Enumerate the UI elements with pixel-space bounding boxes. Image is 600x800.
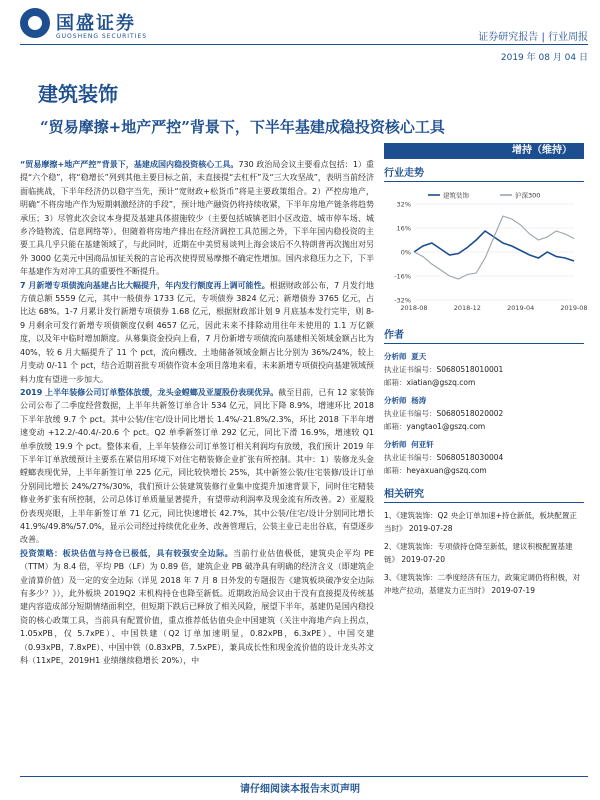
related-date: 2019-07-28: [408, 524, 453, 533]
analyst-list: [384, 350, 584, 477]
analyst-name: 杨涛: [411, 396, 427, 405]
analyst-email[interactable]: heyaxuan@gszq.com: [406, 466, 487, 475]
analyst-name: 夏天: [411, 352, 427, 361]
footer-rule: [20, 776, 588, 777]
analyst-card: [384, 438, 584, 477]
sidebar: [384, 164, 588, 602]
paragraph-text: 当前行业估值极低，建筑央企平均 PE（TTM）为 8.4 倍，平均 PB（LF）为 0.89 倍，建筑企业 PB 破净具有明确的经济含义（即建筑企业清算价值）及一定的安全边际（详见 2018 年 7 月 8 日外发的专题报告《建筑板块破净安全边际有多少？》），此外板块 2019Q2 末机构持仓也降至新低。近期政治局会议由于没有直接提及传统基建内容造成部分短期情绪面利空，但短期下跌后已释放了相关风险，展望下半年，基建仍是国内稳投资的核心政策工具，当前具有配置价值，重点推荐低估值央企中国建筑（关注中海地产向上拐点，1.05xPB，仅 5.7xPE）、中国铁建（Q2 订单加速明显，0.82xPB，6.3xPE）、中国交建（0.93xPB，7.8xPE）、中国中铁（0.83xPB，7.5xPE），兼具成长性和现金流价值的设计龙头苏文科（11xPE，2019H1 业绩继续稳增长 20%），中: [20, 548, 374, 666]
rating-badge: 增持（维持）: [384, 143, 584, 159]
report-body: [20, 158, 374, 667]
related-item[interactable]: [384, 571, 584, 597]
analysts-heading: 作者: [384, 326, 584, 344]
paragraph-1: [20, 158, 374, 279]
cert-number: S0680518030004: [436, 453, 504, 462]
email-label: 邮箱：: [384, 466, 407, 475]
legend-label: 沪深300: [515, 191, 541, 200]
x-tick-label: 2019-08: [560, 304, 588, 312]
paragraph-text: 截至目前，已有 12 家装饰公司公布了二季度经营数据，上半年共新签订单合计 534 亿元，同比下降 8.9%，增速环比 2018 下半年放缓 9.7 个 pct。其中公装/住宅/设计同比增长 1.4%/-21.8%/2.3%，环比 2018 下半年增速变动 +12.2/-40.4/-20.6 个 pct。Q2 单季新签订单 292 亿元，同比下滑 16.9%，增速较 Q1 单季放缓 19.9 个 pct。整体来看，上半年装修公司订单签订相关利润均有放缓，我们预计 2019 年下半年订单放缓预计主要系在紧信用环境下对住宅精装修企业扩张有所控制。其中：1）装修龙头金螳螂表现优异，上半年新签订单 225 亿元，同比较快增长 25%，其中新签公装/住宅装修/设计订单分别同比增长 24%/27%/30%，我们预计公装建筑装修行业集中度提升加速背景下，同时住宅精装修业务扩张有所控制，公司总体订单质量显著提升，有望带动利润率及现金流有所改善。2）亚厦股份表现亮眼，上半年新签订单 71 亿元，同比快速增长 42.7%，其中公装/住宅/设计分别同比增长 41.9%/49.8%/57.0%，显示公司经过持续优化业务、改善管理后，公装主业已走出谷底，有望逐步改善。: [20, 387, 374, 545]
logo-english: GUOSHENG SECURITIES: [56, 33, 148, 40]
report-date: 2019 年 08 月 04 日: [500, 53, 588, 63]
report-type: 证券研究报告 | 行业周报: [478, 32, 588, 43]
analyst-role: 分析师: [384, 352, 407, 361]
paragraph-2: [20, 279, 374, 386]
paragraph-4: [20, 547, 374, 668]
analyst-role: 分析师: [384, 396, 407, 405]
cert-label: 执业证书编号：: [384, 453, 437, 462]
related-item[interactable]: [384, 540, 584, 566]
logo: [12, 8, 172, 52]
paragraph-lead: “贸易摩擦+地产严控”背景下，基建成国内稳投资核心工具。: [20, 160, 239, 169]
x-tick-label: 2018-08: [400, 304, 428, 312]
analyst-role: 分析师: [384, 440, 407, 449]
y-tick-label: -32%: [394, 296, 411, 305]
logo-icon: [20, 8, 50, 38]
cert-label: 执业证书编号：: [384, 365, 437, 374]
related-date: 2019-07-20: [401, 555, 445, 564]
paragraph-lead: 投资策略：板块估值与持仓已极低，具有较强安全边际。: [20, 548, 234, 558]
report-title: “贸易摩擦+地产严控”背景下，下半年基建成稳投资核心工具: [40, 118, 445, 136]
y-tick-label: 0%: [400, 248, 411, 257]
analyst-email[interactable]: xiatian@gszq.com: [406, 378, 476, 387]
email-label: 邮箱：: [384, 422, 407, 431]
email-label: 邮箱：: [384, 378, 407, 387]
cert-number: S0680518020002: [436, 409, 504, 418]
analyst-name: 何亚轩: [411, 440, 434, 449]
x-tick-label: 2019-04: [507, 304, 535, 312]
paragraph-text: 730 政治局会议主要看点包括：1）重提“六个稳”，将“稳增长”列到其他主要目标之前，未直接提“去杠杆”及“三大攻坚战”，表明当前经济面临挑战，下半年经济仍以稳字当先，预计“宽财政+松货币”将是主要政策组合。2）严控房地产，明确“不将房地产作为短期刺激经济的手段”，预计地产融资仍将持续收紧，下半年房地产链条将趋势承压；3）尽管此次会议本身提及基建具体措施较少（主要包括城镇老旧小区改造、城市停车场、城乡冷链物流、信息网络等），但随着将房地产排出在经济调控工具范围之外，下半年国内稳投资的主要工具几乎只能在基建领域了，与此同时，近期在中美贸易谈判上海会谈后不久特朗普再次抛出对另外 3000 亿美元中国商品加征关税的言论再次使得贸易摩擦不确定性增加。国内求稳压力之下，下半年基建作为对冲工具的重要性不断提升。: [20, 160, 374, 277]
trend-chart: [384, 188, 588, 318]
analyst-email[interactable]: yangtao1@gszq.com: [406, 422, 486, 431]
y-tick-label: 16%: [396, 224, 411, 233]
related-list: [384, 509, 584, 597]
trend-heading: 行业走势: [384, 164, 584, 182]
related-title[interactable]: 3、《建筑装饰：二季度经济有压力，政策定调仍将积极，对冲地产拉动，基建发力正当时》: [384, 573, 581, 595]
y-tick-label: 32%: [396, 200, 411, 209]
report-header: [0, 0, 600, 63]
analyst-card: [384, 394, 584, 433]
related-heading: 相关研究: [384, 485, 584, 503]
related-item[interactable]: [384, 509, 584, 535]
analyst-card: [384, 350, 584, 389]
footer-disclaimer: 请仔细阅读本报告末页声明: [240, 784, 360, 795]
header-rule: [20, 44, 588, 45]
industry-title: 建筑装饰: [38, 82, 118, 106]
related-date: 2019-07-19: [491, 586, 535, 595]
related-title[interactable]: 1、《建筑装饰：Q2 央企订单加速+持仓新低，板块配置正当时》: [384, 511, 577, 533]
paragraph-text: 根据财政部公布，7 月发行地方债总额 5559 亿元，其中一般债券 1733 亿元，专项债券 3824 亿元；新增债券 3765 亿元，占比达 68%。1-7 月累计发行新增专项债券 1.68 亿元，根据财政部计划 9 月底基本发行完毕，则 8-9 月剩余可发行新增专项债额度仅剩 4657 亿元，因此未来不排除动用往年未使用的 1.1 万亿额度，以及年中临时增加额度。从募集资金投向上看，7 月份新增专项债流向基建相关领域金额占比为 40%，较 6 月大幅提升了 11 个 pct，流向棚改、土地储备领域金额占比分别为 36%/24%，较上月变动 0/-11 个 pct，结合近期首批专项债作资本金项目落地来看，未来新增专项债投向基建领域预料力度有望进一步加大。: [20, 280, 374, 384]
related-title[interactable]: 2、《建筑装饰：专项债持仓降至新低，建议积极配置基建链》: [384, 542, 573, 564]
paragraph-lead: 7 月新增专项债流向基建占比大幅提升，年内发行额度再上调可能性。: [20, 280, 270, 290]
cert-label: 执业证书编号：: [384, 409, 437, 418]
logo-name: 国盛证券: [56, 13, 136, 34]
paragraph-3: [20, 386, 374, 547]
legend-label: 建筑装饰: [443, 191, 469, 200]
paragraph-lead: 2019 上半年装修公司订单整体放缓，龙头金螳螂及亚厦股份表现优异。: [20, 387, 279, 397]
cert-number: S0680518010001: [436, 365, 504, 374]
x-tick-label: 2018-12: [453, 304, 481, 312]
y-tick-label: -16%: [394, 272, 411, 281]
trend-chart-svg: [384, 188, 588, 318]
